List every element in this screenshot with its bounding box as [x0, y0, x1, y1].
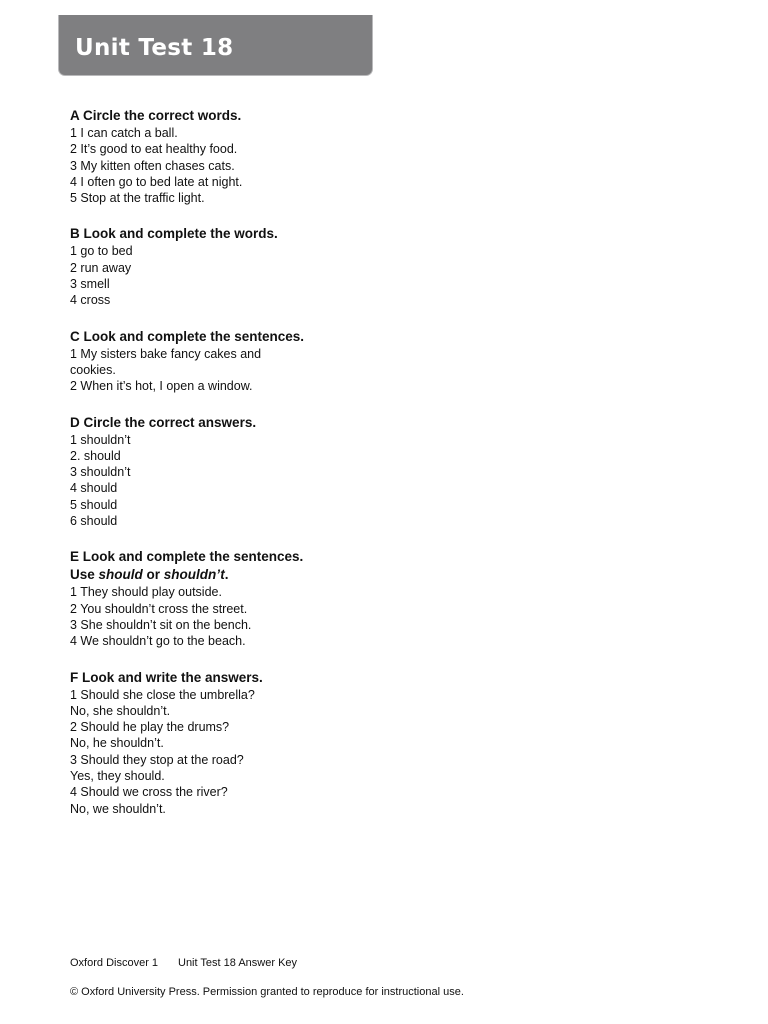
section-a — [70, 107, 690, 206]
footer-answer-key: Unit Test 18 Answer Key — [178, 957, 298, 969]
section-a-heading: A Circle the correct words. — [70, 108, 242, 123]
section-e-sub-suffix: . — [224, 567, 229, 583]
section-d-item-4: 4 should — [70, 481, 118, 496]
section-d-item-5: 5 should — [70, 497, 118, 512]
section-e-subheading — [70, 566, 690, 584]
section-e-item-2: 2 You shouldn’t cross the street. — [70, 601, 248, 616]
section-e-heading: E Look and complete the sentences. — [70, 549, 304, 565]
section-a-item-3: 3 My kitten often chases cats. — [70, 158, 235, 173]
section-d-heading: D Circle the correct answers. — [70, 414, 257, 430]
section-a-item-4: 4 I often go to bed late at night. — [70, 174, 243, 189]
section-f-item-8: No, we shouldn’t. — [70, 801, 166, 816]
section-c-item-3: 2 When it’s hot, I open a window. — [70, 379, 253, 394]
section-e-sub-prefix: Use — [70, 567, 99, 583]
section-b — [70, 225, 690, 308]
section-e-sub-word2: shouldn’t — [163, 567, 225, 583]
section-d-item-3: 3 shouldn’t — [70, 465, 131, 480]
section-f-heading: F Look and write the answers. — [70, 669, 263, 685]
section-f-item-4: No, he shouldn’t. — [70, 736, 164, 751]
section-b-heading: B Look and complete the words. — [70, 226, 278, 242]
section-e — [70, 548, 690, 649]
section-c-item-1: 1 My sisters bake fancy cakes and — [70, 346, 262, 361]
section-d-item-2: 2. should — [70, 448, 121, 463]
section-f-item-7: 4 Should we cross the river? — [70, 785, 228, 800]
page-title: Unit Test 18 — [75, 35, 234, 61]
section-e-sub-word1: should — [98, 567, 143, 583]
section-d — [70, 414, 690, 530]
section-a-item-5: 5 Stop at the traffic light. — [70, 191, 205, 206]
section-b-item-1: 1 go to bed — [70, 244, 133, 259]
section-f-item-1: 1 Should she close the umbrella? — [70, 687, 255, 702]
title-banner — [58, 15, 373, 76]
section-e-item-4: 4 We shouldn’t go to the beach. — [70, 634, 246, 649]
section-b-item-2: 2 run away — [70, 260, 132, 275]
section-c-item-2: cookies. — [70, 362, 116, 377]
section-f-item-2: No, she shouldn’t. — [70, 703, 171, 718]
section-f-item-6: Yes, they should. — [70, 769, 165, 784]
footer-book-title: Oxford Discover 1 — [70, 957, 159, 969]
section-c-heading: C Look and complete the sentences. — [70, 328, 305, 344]
section-e-item-1: 1 They should play outside. — [70, 585, 222, 600]
answer-key-content — [70, 107, 690, 836]
section-f-item-3: 2 Should he play the drums? — [70, 720, 230, 735]
copyright-notice: © Oxford University Press. Permission granted to reproduce for instructional use. — [70, 986, 464, 998]
section-d-item-6: 6 should — [70, 514, 118, 529]
section-e-sub-middle: or — [142, 567, 164, 583]
section-c — [70, 328, 690, 395]
footer-reference — [70, 956, 297, 970]
section-f — [70, 669, 690, 817]
section-b-item-4: 4 cross — [70, 293, 111, 308]
section-b-item-3: 3 smell — [70, 277, 110, 292]
section-d-item-1: 1 shouldn’t — [70, 432, 131, 447]
section-a-item-2: 2 It’s good to eat healthy food. — [70, 142, 238, 157]
section-f-item-5: 3 Should they stop at the road? — [70, 752, 244, 767]
section-e-item-3: 3 She shouldn’t sit on the bench. — [70, 617, 252, 632]
section-a-item-1: 1 I can catch a ball. — [70, 126, 178, 140]
